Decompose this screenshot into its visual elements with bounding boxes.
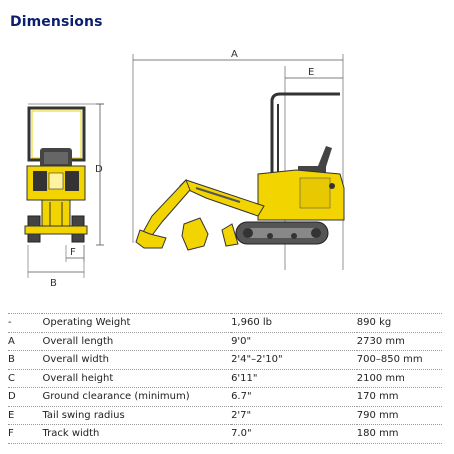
spec-name: Tail swing radius — [42, 406, 231, 425]
table-row — [8, 388, 442, 407]
excavator-dimension-diagram — [0, 38, 454, 300]
spec-metric: 180 mm — [357, 425, 442, 444]
spec-metric: 170 mm — [357, 388, 442, 407]
spec-metric: 2730 mm — [357, 332, 442, 351]
table-row — [8, 425, 442, 444]
spec-name: Overall height — [42, 369, 231, 388]
spec-code: B — [8, 351, 42, 370]
dim-label-e: E — [308, 67, 315, 78]
dim-label-b: B — [50, 278, 57, 289]
dim-label-a: A — [231, 49, 238, 60]
table-row — [8, 332, 442, 351]
spec-imperial: 2'7" — [231, 406, 357, 425]
spec-code: E — [8, 406, 42, 425]
page-title: Dimensions — [10, 14, 103, 30]
spec-imperial: 9'0" — [231, 332, 357, 351]
front-view — [25, 104, 104, 278]
spec-name: Ground clearance (minimum) — [42, 388, 231, 407]
spec-name: Overall width — [42, 351, 231, 370]
table-row — [8, 406, 442, 425]
spec-imperial: 7.0" — [231, 425, 357, 444]
dim-label-d: D — [95, 164, 103, 175]
table-row — [8, 351, 442, 370]
spec-imperial: 2'4"–2'10" — [231, 351, 357, 370]
spec-imperial: 6.7" — [231, 388, 357, 407]
spec-imperial: 6'11" — [231, 369, 357, 388]
table-row — [8, 314, 442, 333]
spec-name: Operating Weight — [42, 314, 231, 333]
spec-name: Overall length — [42, 332, 231, 351]
spec-code: A — [8, 332, 42, 351]
dimensions-table-body — [8, 314, 442, 444]
dimensions-table — [8, 313, 442, 444]
spec-metric: 890 kg — [357, 314, 442, 333]
spec-code: F — [8, 425, 42, 444]
spec-code: C — [8, 369, 42, 388]
spec-code: D — [8, 388, 42, 407]
spec-metric: 2100 mm — [357, 369, 442, 388]
spec-code: - — [8, 314, 42, 333]
spec-metric: 700–850 mm — [357, 351, 442, 370]
spec-name: Track width — [42, 425, 231, 444]
dim-label-f: F — [70, 247, 76, 258]
spec-imperial: 1,960 lb — [231, 314, 357, 333]
spec-metric: 790 mm — [357, 406, 442, 425]
side-view — [133, 54, 344, 270]
table-row — [8, 369, 442, 388]
